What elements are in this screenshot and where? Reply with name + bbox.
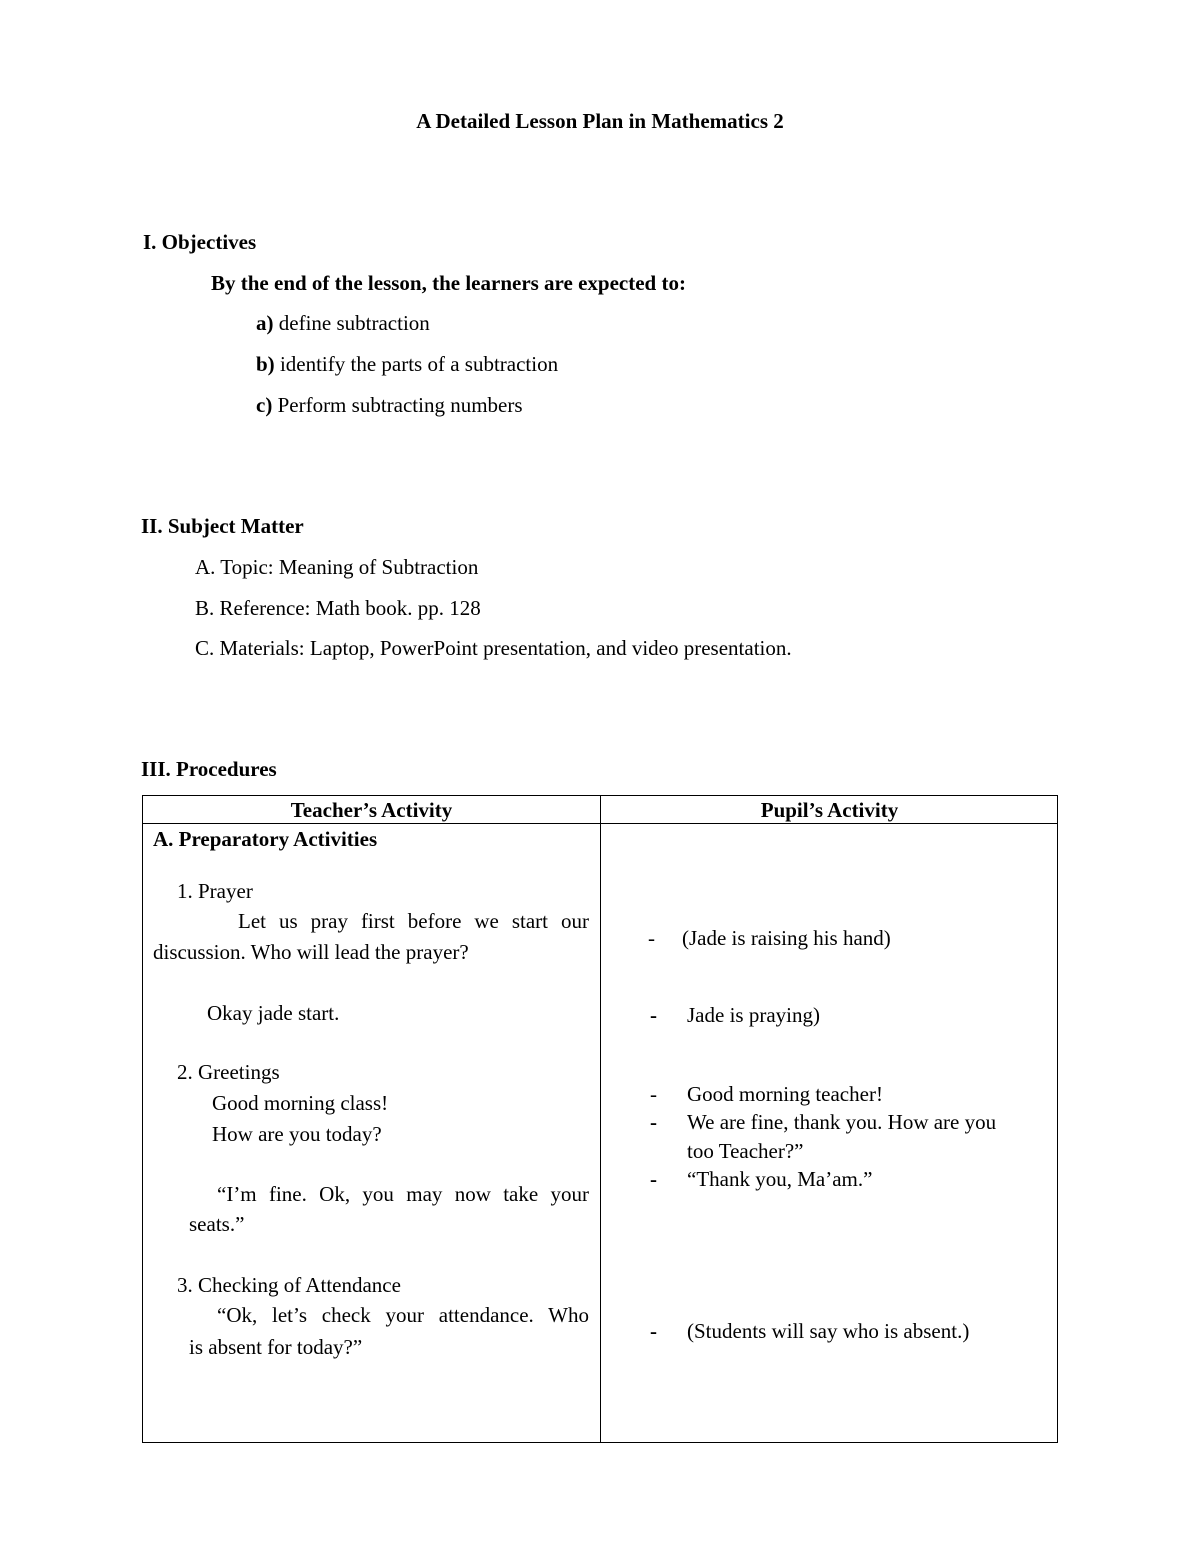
subject-topic: A. Topic: Meaning of Subtraction [195,555,479,579]
attendance-text-line2: is absent for today?” [189,1335,363,1359]
greetings-heading: 2. Greetings [177,1060,280,1084]
pupil-activity-header: Pupil’s Activity [760,798,899,822]
objective-text: define subtraction [273,311,430,335]
objectives-intro: By the end of the lesson, the learners are expected to: [211,271,686,295]
objectives-heading: I. Objectives [143,230,257,254]
pupil-dash: - [650,1319,657,1343]
subject-materials: C. Materials: Laptop, PowerPoint presentation, and video presentation. [195,636,792,660]
pupil-dash: - [650,1167,657,1191]
objective-label: b) [256,352,275,376]
prayer-heading: 1. Prayer [177,879,253,903]
objective-item-c [256,393,523,418]
subject-reference: B. Reference: Math book. pp. 128 [195,596,481,620]
preparatory-activities-heading: A. Preparatory Activities [153,827,378,851]
objective-item-b [256,352,558,377]
greeting-line1: Good morning class! [212,1091,389,1115]
pupil-fine-line1: We are fine, thank you. How are you [687,1110,997,1134]
objective-label: a) [256,311,274,335]
procedures-table [142,795,1058,1443]
seats-text-line2: seats.” [189,1212,245,1236]
greeting-line2: How are you today? [212,1122,382,1146]
objective-text: Perform subtracting numbers [272,393,523,417]
pupil-greeting: Good morning teacher! [687,1082,883,1106]
pupil-dash: - [648,926,655,950]
prayer-text-line2: discussion. Who will lead the prayer? [153,940,469,964]
prayer-start-text: Okay jade start. [207,1001,340,1025]
seats-text-line1: “I’m fine. Ok, you may now take your [217,1182,589,1206]
subject-matter-heading: II. Subject Matter [141,514,304,538]
pupil-thanks: “Thank you, Ma’am.” [687,1167,873,1191]
teacher-activity-header: Teacher’s Activity [290,798,453,822]
objective-text: identify the parts of a subtraction [274,352,559,376]
pupil-raising-hand: (Jade is raising his hand) [682,926,891,950]
procedures-heading: III. Procedures [141,757,277,781]
attendance-heading: 3. Checking of Attendance [177,1273,401,1297]
objective-label: c) [256,393,273,417]
pupil-dash: - [650,1110,657,1134]
pupil-fine-line2: too Teacher?” [687,1139,804,1163]
page-title: A Detailed Lesson Plan in Mathematics 2 [416,109,784,133]
pupil-absent: (Students will say who is absent.) [687,1319,970,1343]
pupil-praying: Jade is praying) [687,1003,820,1027]
pupil-dash: - [650,1003,657,1027]
objective-item-a [256,311,430,336]
column-divider [600,796,601,1442]
prayer-text-line1: Let us pray first before we start our [238,909,589,933]
pupil-dash: - [650,1082,657,1106]
attendance-text-line1: “Ok, let’s check your attendance. Who [217,1303,589,1327]
